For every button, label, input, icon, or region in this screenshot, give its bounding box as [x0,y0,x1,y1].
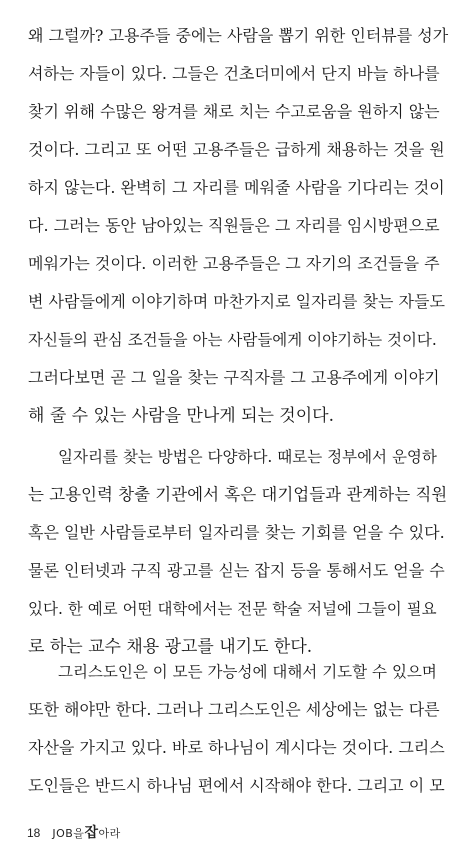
text-line: 또한 해야만 한다. 그러나 그리스도인은 세상에는 없는 다른 [28,700,440,719]
book-title-suffix: 아라 [98,827,121,840]
text-line: 찾기 위해 수많은 왕겨를 채로 치는 수고로움을 원하지 않는 [28,102,440,121]
text-line: 다. 그러는 동안 남아있는 직원들은 그 자리를 임시방편으로 [28,216,440,235]
running-book-title [52,822,120,842]
paragraph-2 [28,438,448,666]
text-line: 메워가는 것이다. 이러한 고용주들은 그 자기의 조건들을 주 [28,254,440,273]
text-line: 는 고용인력 창출 기관에서 혹은 대기업들과 관계하는 직원 [28,485,448,504]
text-line: 로 하는 교수 채용 광고를 내기도 한다. [28,637,313,657]
text-line: 물론 인터넷과 구직 광고를 싣는 잡지 등을 통해서도 얻을 수 [28,561,445,580]
text-line: 있다. 한 예로 어떤 대학에서는 전문 학술 저널에 그들이 필요 [28,600,437,618]
text-line: 해 줄 수 있는 사람을 만나게 되는 것이다. [28,406,334,426]
text-line: 일자리를 찾는 방법은 다양하다. 때로는 정부에서 운영하 [58,448,437,466]
text-line: 하지 않는다. 완벽히 그 자리를 메워줄 사람을 기다리는 것이 [28,178,445,197]
text-line: 셔하는 자들이 있다. 그들은 건초더미에서 단지 바늘 하나를 [28,64,440,83]
text-line: 변 사람들에게 이야기하며 마찬가지로 일자리를 찾는 자들도 [28,292,445,311]
text-line: 그러다보면 곧 그 일을 찾는 구직자를 그 고용주에게 이야기 [28,368,440,387]
page-number: 18 [27,826,41,840]
paragraph-1 [28,17,448,435]
page-footer [27,822,121,846]
text-line: 것이다. 그리고 또 어떤 고용주들은 급하게 채용하는 것을 원 [28,140,445,159]
text-line: 왜 그럴까? 고용주들 중에는 사람을 뽑기 위한 인터뷰를 성가 [28,26,449,45]
paragraph-3 [28,653,448,805]
text-line: 자산을 가지고 있다. 바로 하나님이 계시다는 것이다. 그리스 [28,738,445,757]
text-line: 도인들은 반드시 하나님 편에서 시작해야 한다. 그리고 이 모 [28,776,445,795]
text-line: 혹은 일반 사람들로부터 일자리를 찾는 기회를 얻을 수 있다. [28,523,445,542]
text-line: 그리스도인은 이 모든 가능성에 대해서 기도할 수 있으며 [58,663,437,681]
text-line: 자신들의 관심 조건들을 아는 사람들에게 이야기하는 것이다. [28,331,437,349]
book-title-prefix: JOB을 [52,827,85,840]
book-title-emphasis: 잡 [84,825,99,841]
